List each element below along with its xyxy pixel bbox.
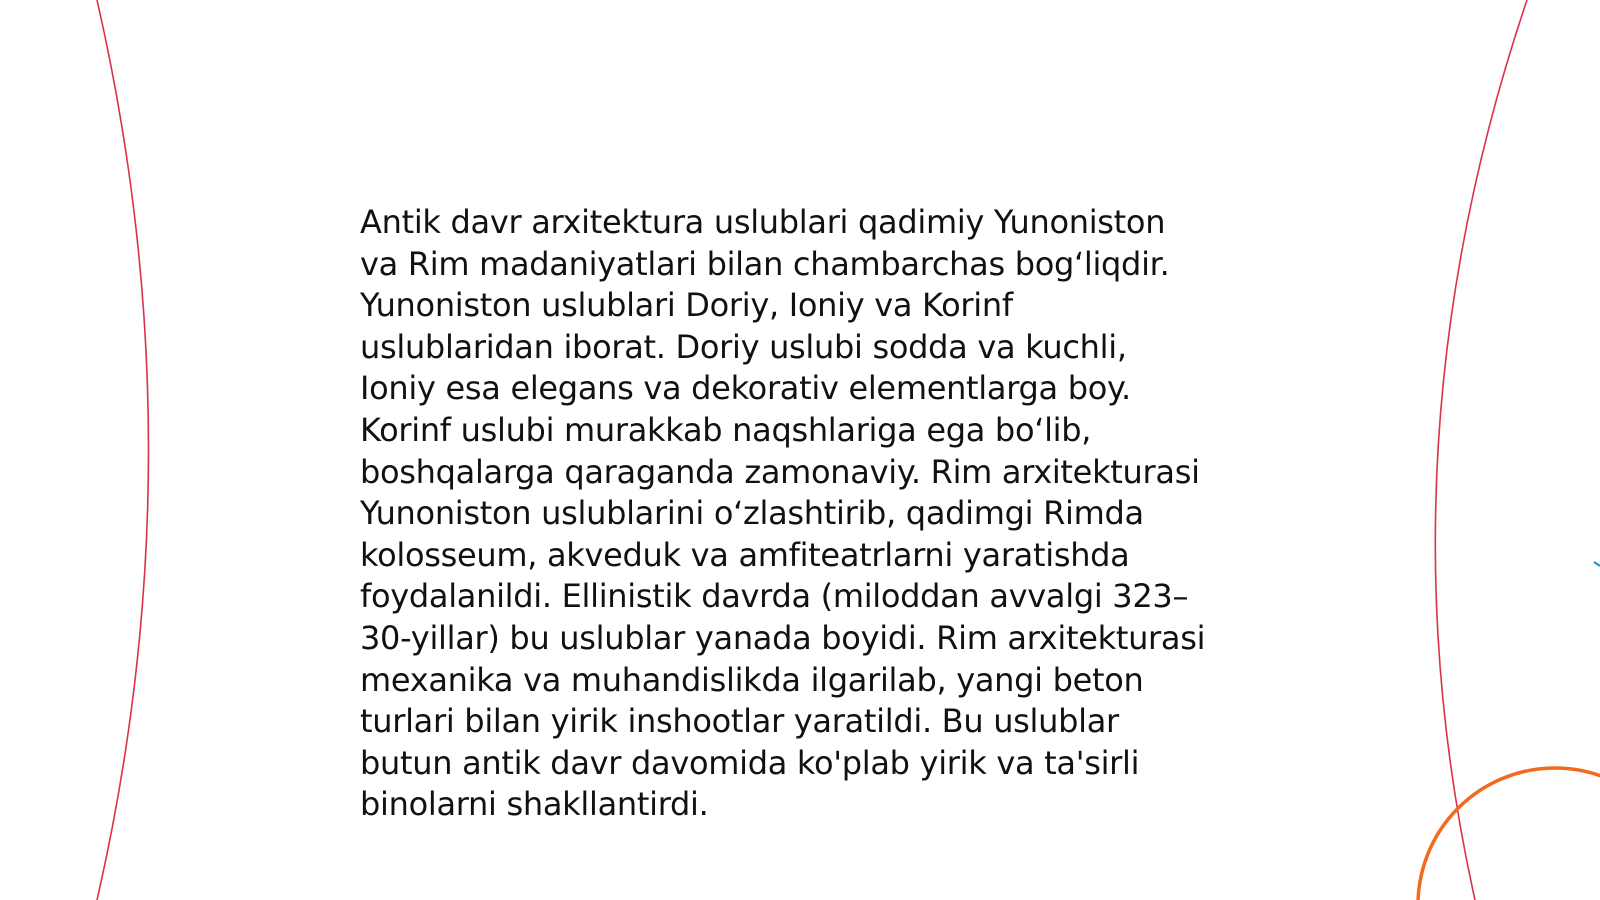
blue-accent-tick (1594, 562, 1600, 566)
body-paragraph: Antik davr arxitektura uslublari qadimiy Yunoniston va Rim madaniyatlari bilan chambarchas bog‘liqdir. Yunoniston uslublari Doriy, Ioniy va Korinf uslublaridan iborat. Doriy uslubi sodda va kuchli, Ioniy esa elegans va dekorativ elementlarga boy. Korinf uslubi murakkab naqshlariga ega bo‘lib, boshqalarga qaraganda zamonaviy. Rim arxitekturasi Yunoniston uslublarini o‘zlashtirib, qadimgi Rimda kolosseum, akveduk va amfiteatrlarni yaratishda foydalanildi. Ellinistik davrda (miloddan avvalgi 323– 30-yillar) bu uslublar yanada boyidi. Rim arxitekturasi mexanika va muhandislikda ilgarilab, yangi beton turlari bilan yirik inshootlar yaratildi. Bu uslublar butun antik davr davomida ko'plab yirik va ta'sirli binolarni shakllantirdi. (360, 203, 1206, 824)
right-arc-line (1435, 0, 1527, 900)
left-arc-line (97, 0, 149, 900)
orange-circle-outline (1418, 768, 1600, 900)
